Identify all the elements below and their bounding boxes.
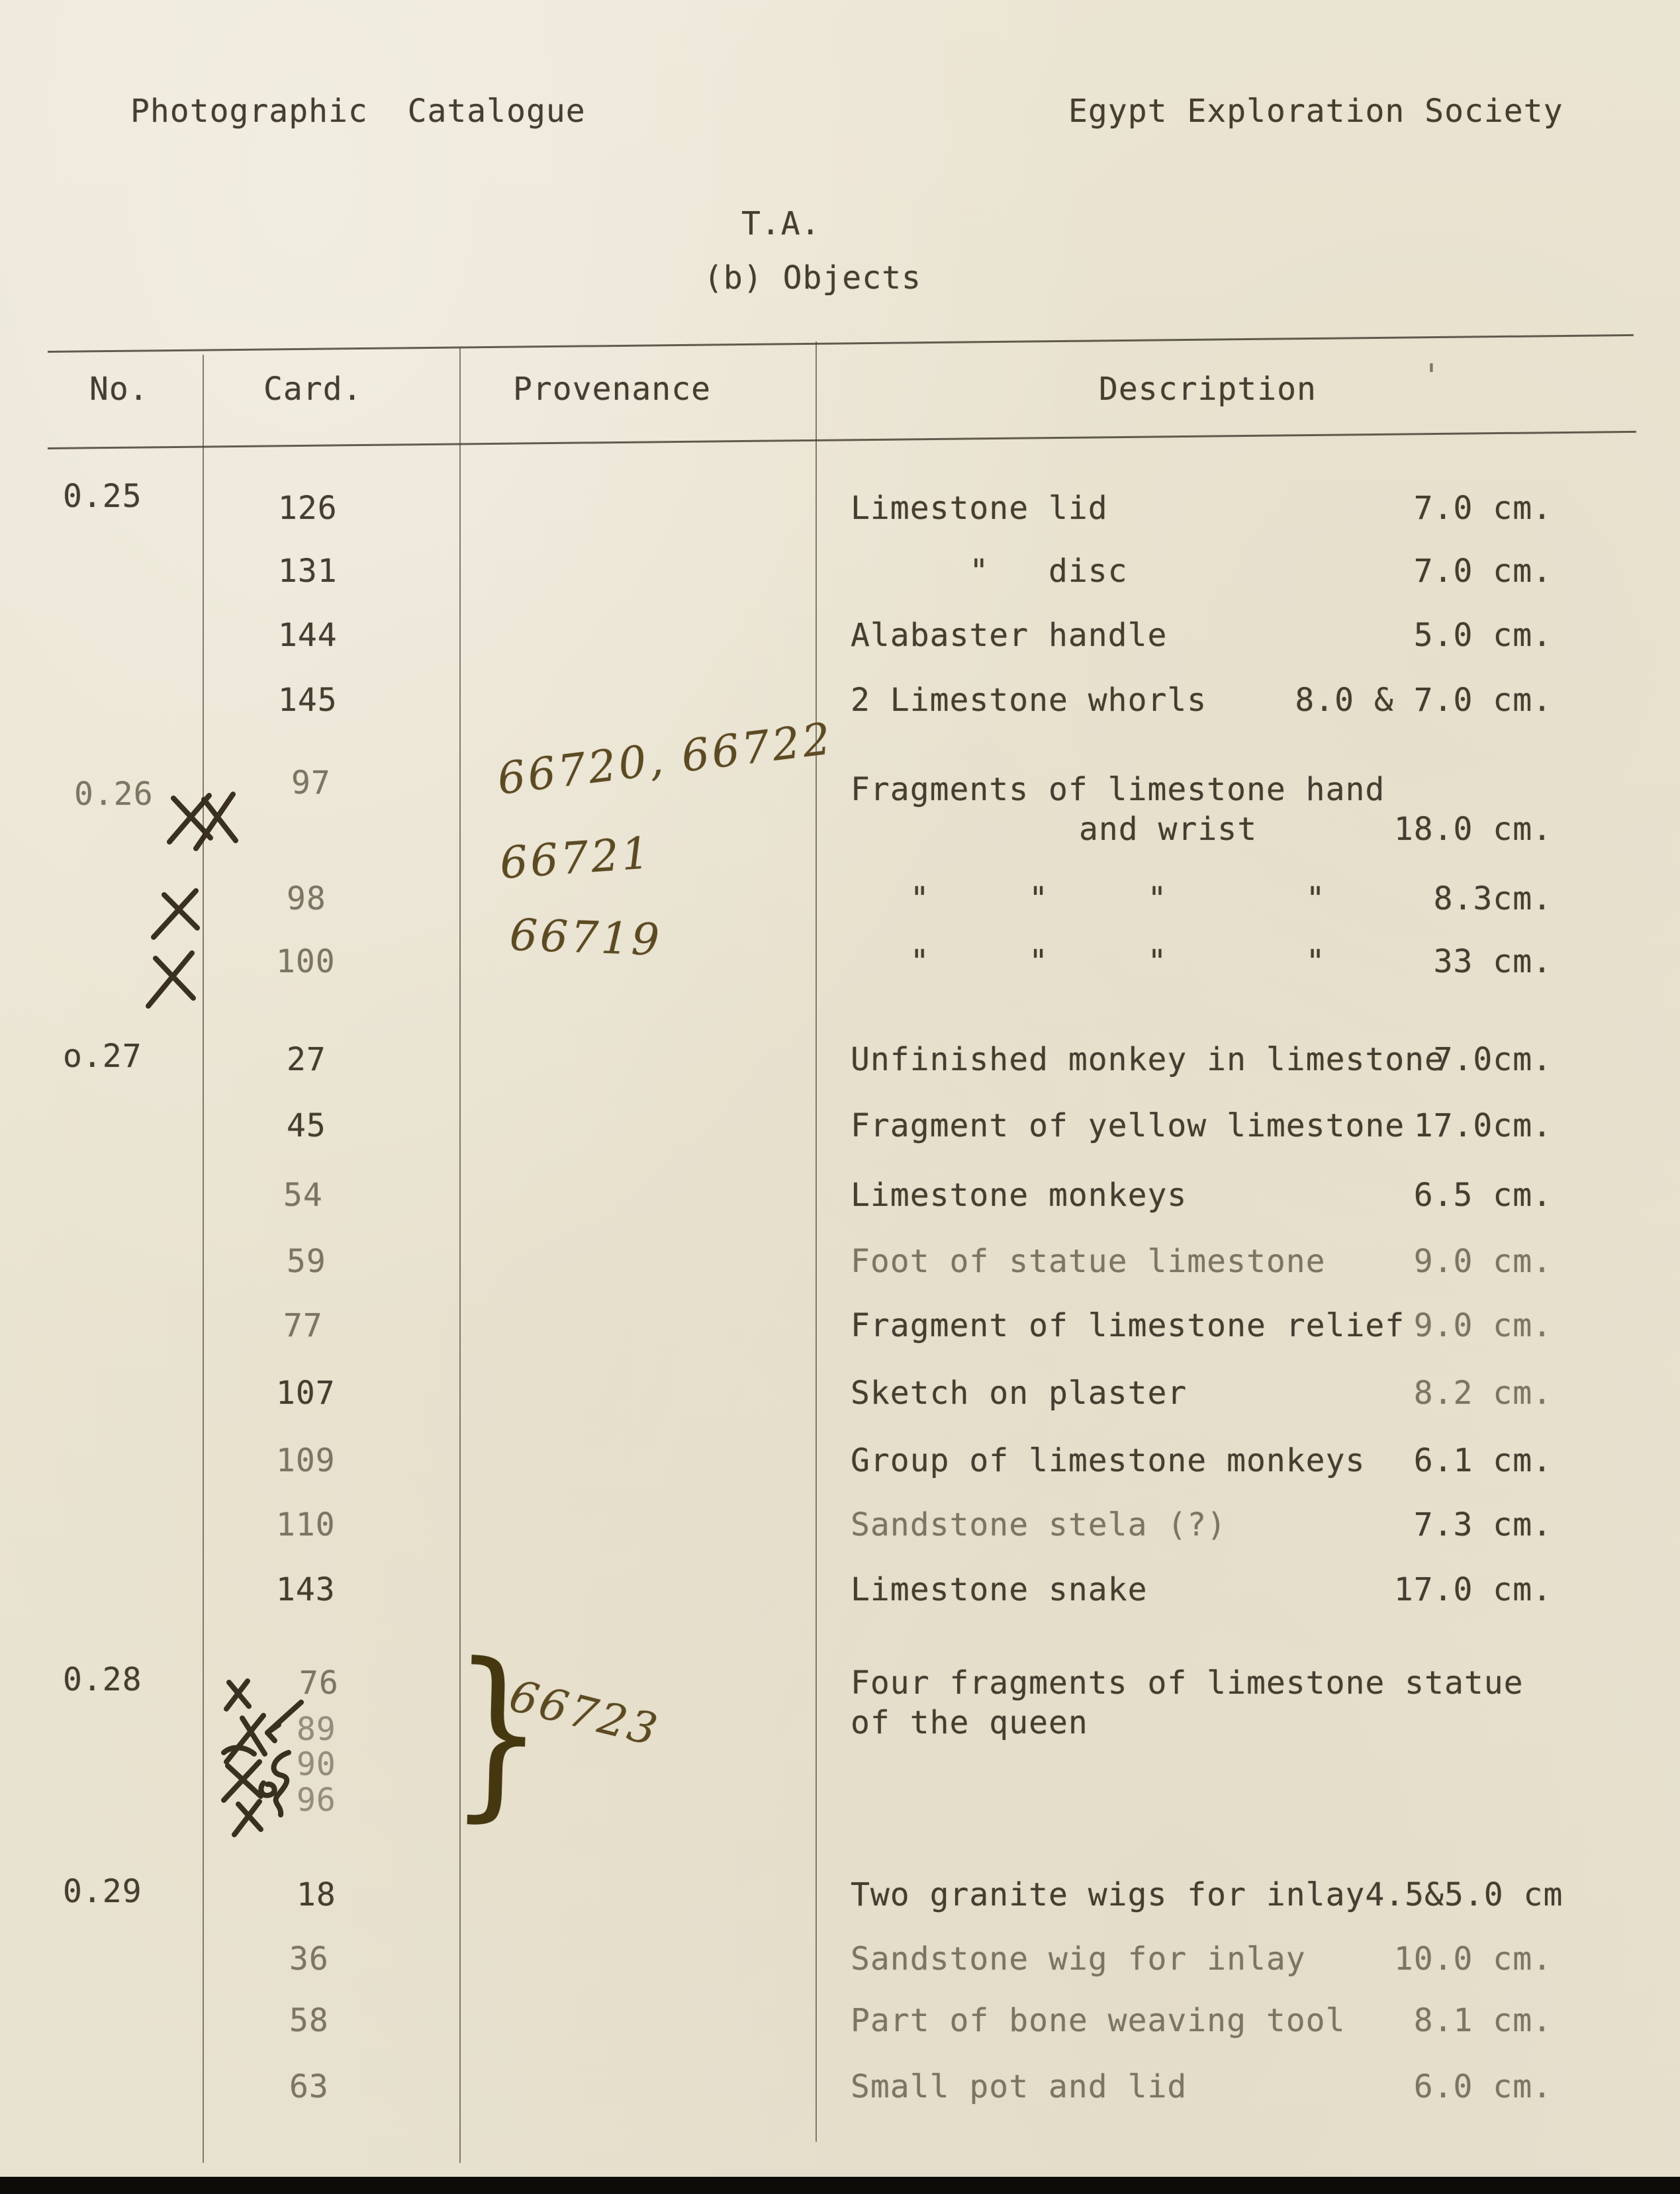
card-number: 54 [283,1177,323,1214]
no-label-027: o.27 [63,1038,142,1075]
ditto-marks: " " " " [851,880,1326,917]
description: Part of bone weaving tool [851,2002,1346,2039]
measurement: 7.3 cm. [1413,1506,1552,1543]
description-line2: of the queen [851,1704,1088,1741]
no-label-028: 0.28 [63,1661,142,1698]
x-mark [242,1718,265,1754]
x-mark [224,1762,259,1800]
divider-no-card [203,355,204,2163]
page-title-left: Photographic Catalogue [130,93,586,130]
handwritten-provenance: 66723 [504,1670,665,1757]
x-mark [154,891,196,937]
divider-prov-description [816,342,817,2142]
divider-card-provenance [459,348,461,2163]
description: Sketch on plaster [851,1375,1188,1412]
x-mark [173,798,210,838]
page-subtitle-site: T.A. [741,205,821,242]
measurement: 8.0 & 7.0 cm. [1295,682,1552,719]
col-header-no: No. [89,371,149,408]
description: Alabaster handle [851,617,1168,654]
card-number: 131 [278,553,338,590]
x-mark [226,1715,263,1762]
scribble [274,1753,289,1815]
card-number: 59 [287,1243,326,1280]
x-mark [164,895,197,928]
description: Fragments of limestone hand [851,771,1385,808]
x-mark [156,958,193,998]
description: Foot of statue limestone [851,1243,1326,1280]
table-top-rule [48,334,1634,353]
x-mark [229,1682,249,1706]
measurement: 8.1 cm. [1413,2002,1552,2039]
x-mark [196,794,233,848]
card-number: 126 [278,490,338,527]
x-mark [226,1681,248,1709]
description: Limestone snake [851,1571,1148,1608]
x-mark [238,1804,261,1829]
handwritten-brace: } [448,1623,547,1842]
measurement: 9.0 cm. [1413,1243,1552,1280]
card-number: 144 [278,617,338,654]
stray-tick-mark: ' [1422,357,1442,394]
card-number: 36 [289,1941,329,1978]
description: Fragment of limestone relief [851,1307,1405,1344]
card-number: 77 [283,1307,323,1344]
ditto-marks: " " " " [851,943,1326,980]
description: Sandstone wig for inlay [851,1941,1306,1978]
measurement: 8.2 cm. [1413,1375,1552,1412]
col-header-card: Card. [263,371,363,408]
measurement: 8.3cm. [1433,880,1552,917]
no-label-025: 0.25 [63,478,142,515]
measurement: 7.0 cm. [1413,553,1552,590]
description: Sandstone stela (?) [851,1506,1227,1543]
x-mark [234,1802,259,1835]
measurement: 18.0 cm. [1393,811,1552,848]
card-number: 27 [287,1041,326,1078]
x-mark [228,1766,261,1796]
card-number: 143 [276,1571,336,1608]
card-number: 109 [276,1442,336,1479]
col-header-provenance: Provenance [513,371,711,408]
description: Group of limestone monkeys [851,1442,1366,1479]
measurement: 7.0 cm. [1413,490,1552,527]
card-number: 63 [289,2068,329,2105]
description-line2: and wrist [1079,811,1258,848]
measurement: 5.0 cm. [1413,617,1552,654]
description: Small pot and lid [851,2068,1188,2105]
scribble [261,1783,274,1796]
measurement: 6.1 cm. [1413,1442,1552,1479]
scribble [224,1748,254,1754]
card-number: 18 [297,1876,336,1913]
no-label-026: 0.26 [74,776,154,813]
measurement: 6.5 cm. [1413,1177,1552,1214]
measurement: 17.0 cm. [1393,1571,1552,1608]
page-title-right: Egypt Exploration Society [1068,93,1563,130]
measurement: 10.0 cm. [1393,1941,1552,1978]
description: Unfinished monkey in limestone [851,1041,1444,1078]
description [851,1876,1563,1913]
card-number: 76 [299,1665,339,1702]
description: " disc [851,553,1128,590]
measurement: 9.0 cm. [1413,1307,1552,1344]
scan-edge-bar [0,2177,1680,2194]
card-number: 90 [297,1746,336,1783]
description-text: Two granite wigs for inlay [851,1876,1366,1913]
card-number: 58 [289,2002,329,2039]
measurement: 4.5&5.0 cm [1365,1876,1563,1913]
arrow-head [267,1733,275,1741]
no-label-029: 0.29 [63,1873,142,1910]
handwritten-provenance: 66720, 66722 [494,713,836,805]
description: 2 Limestone whorls [851,682,1207,719]
card-number: 110 [276,1506,336,1543]
card-number: 100 [276,943,336,980]
measurement: 7.0cm. [1433,1041,1552,1078]
card-number: 97 [291,764,331,801]
description: Limestone lid [851,490,1108,527]
card-number: 45 [287,1107,326,1144]
page-subtitle-section: (b) Objects [704,259,921,297]
card-number: 145 [278,682,338,719]
description: Fragment of yellow limestone [851,1107,1405,1144]
card-number: 107 [276,1375,336,1412]
col-header-description: Description [1099,371,1317,408]
x-mark [148,953,192,1006]
x-mark [204,800,236,841]
description: Four fragments of limestone statue [851,1665,1524,1702]
measurement: 33 cm. [1433,943,1552,980]
table-header-rule [48,431,1636,449]
measurement: 17.0cm. [1413,1107,1552,1144]
card-number: 89 [297,1711,336,1748]
card-number: 96 [297,1782,336,1819]
card-number: 98 [287,880,326,917]
handwritten-provenance: 66721 [498,827,654,889]
measurement: 6.0 cm. [1413,2068,1552,2105]
description: Limestone monkeys [851,1177,1188,1214]
arrow-head [267,1725,279,1733]
handwritten-provenance: 66719 [508,909,663,966]
